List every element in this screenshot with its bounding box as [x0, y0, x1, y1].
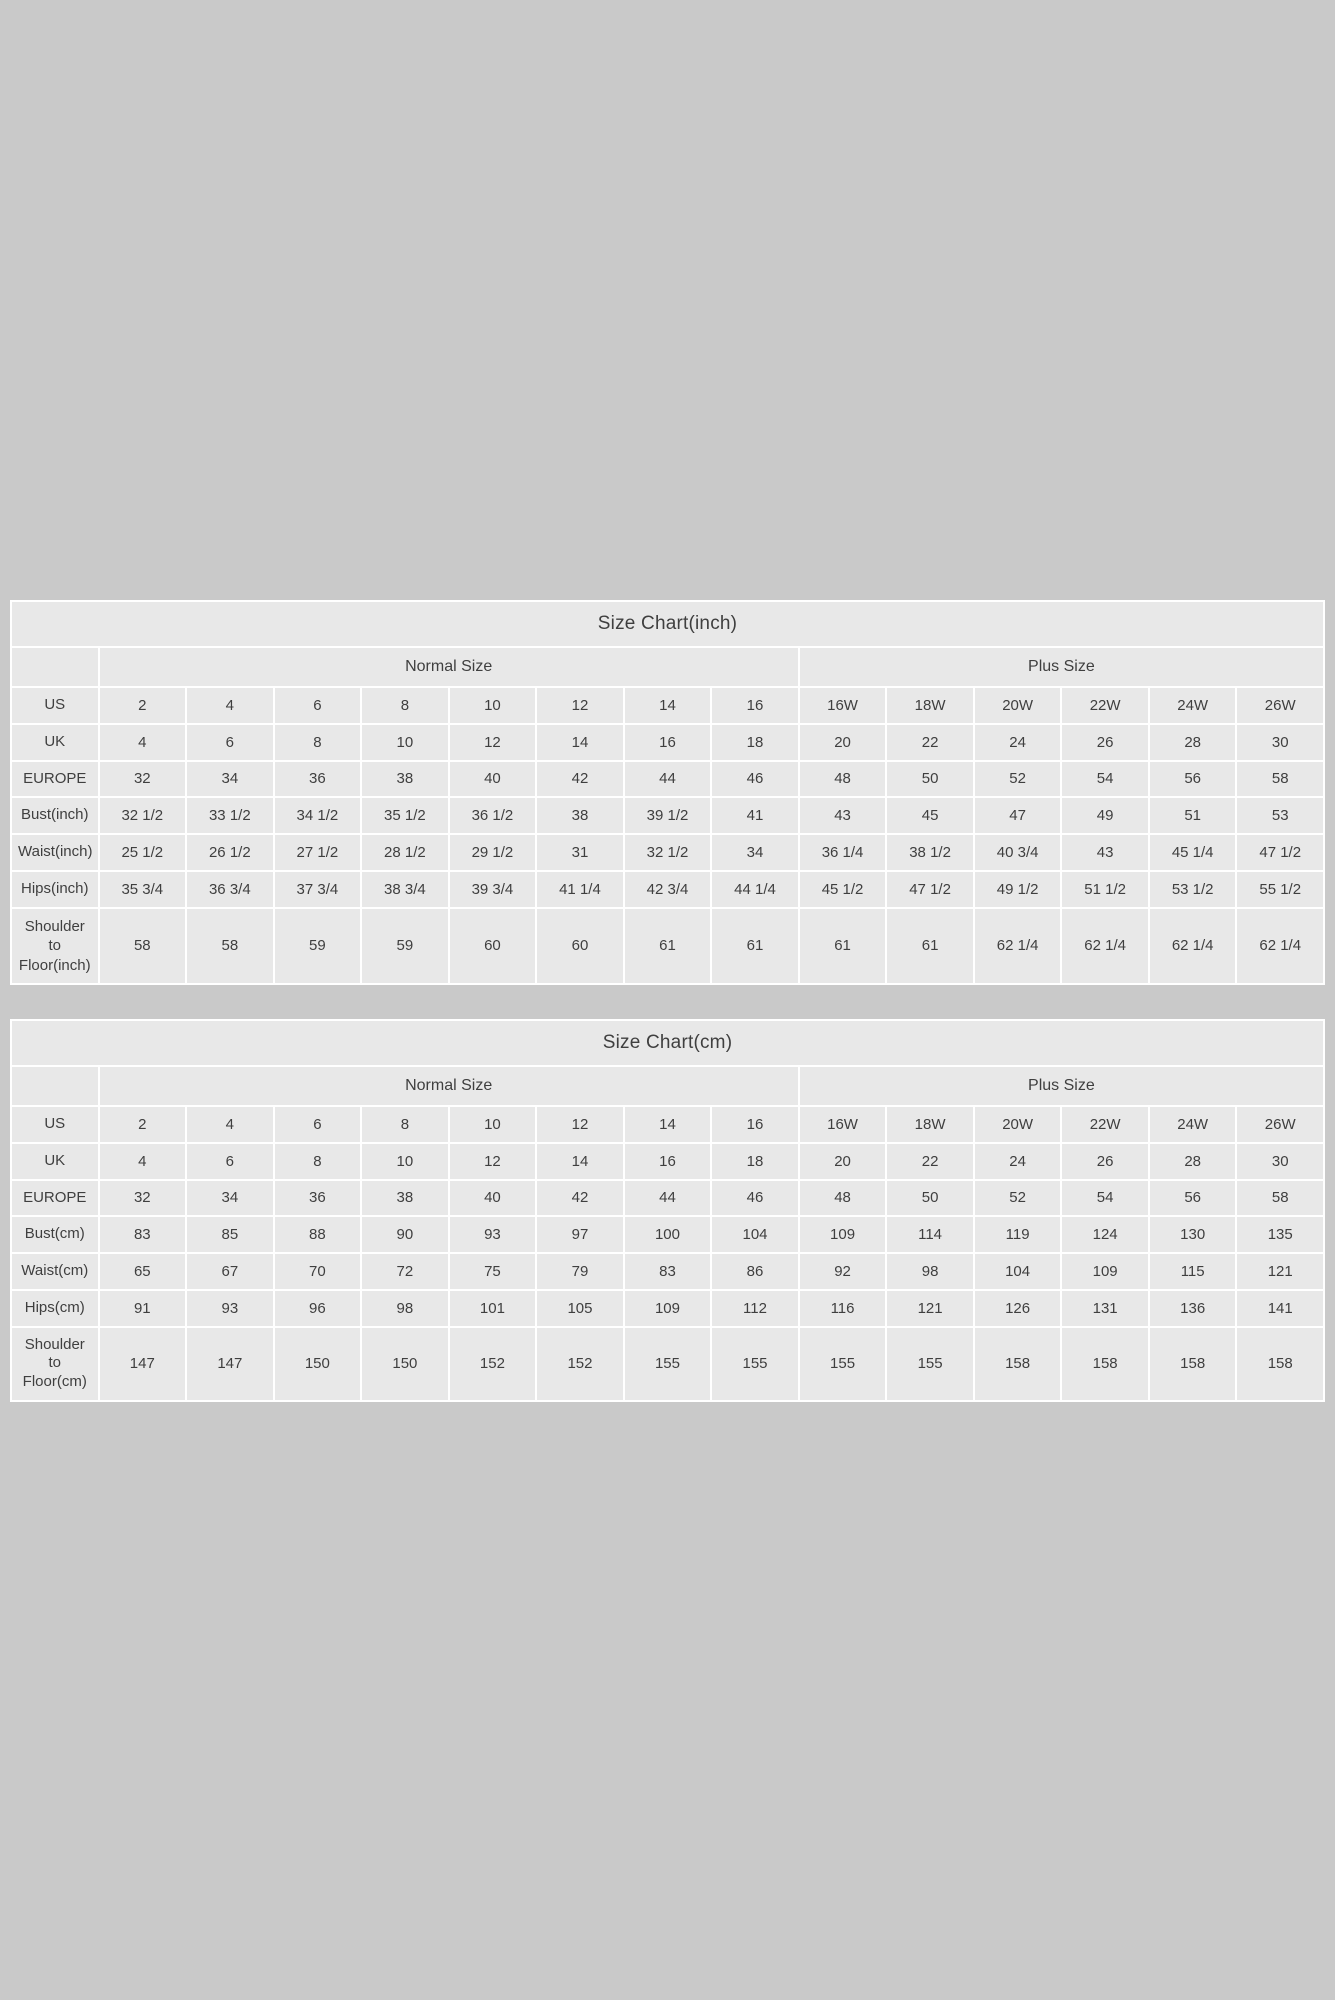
cell: 60 — [536, 908, 624, 985]
cell: 24W — [1149, 1106, 1237, 1143]
cell: 47 — [974, 797, 1062, 834]
cell: 8 — [361, 687, 449, 724]
cell: 49 1/2 — [974, 871, 1062, 908]
cell: 27 1/2 — [274, 834, 362, 871]
cell: 34 — [711, 834, 799, 871]
cell: 8 — [361, 1106, 449, 1143]
cell: 10 — [449, 1106, 537, 1143]
cell: 26 — [1061, 724, 1149, 761]
cell: 67 — [186, 1253, 274, 1290]
cell: 8 — [274, 1143, 362, 1180]
cell: 2 — [99, 687, 187, 724]
cell: 22W — [1061, 687, 1149, 724]
table-row — [11, 871, 1324, 908]
cell: 136 — [1149, 1290, 1237, 1327]
cell: 54 — [1061, 1180, 1149, 1217]
row-label: UK — [11, 1143, 99, 1180]
cell: 141 — [1236, 1290, 1324, 1327]
cell: 39 1/2 — [624, 797, 712, 834]
table-row — [11, 761, 1324, 798]
cell: 58 — [99, 908, 187, 985]
table-row — [11, 834, 1324, 871]
cell: 6 — [274, 687, 362, 724]
cell: 42 — [536, 761, 624, 798]
cell: 150 — [274, 1327, 362, 1401]
table-row — [11, 1216, 1324, 1253]
cell: 36 — [274, 1180, 362, 1217]
cell: 135 — [1236, 1216, 1324, 1253]
size-chart-cm — [10, 1019, 1325, 1402]
group-header-normal: Normal Size — [99, 647, 799, 687]
cell: 35 1/2 — [361, 797, 449, 834]
cell: 24 — [974, 724, 1062, 761]
cell: 12 — [449, 1143, 537, 1180]
cell: 91 — [99, 1290, 187, 1327]
size-table-inch-body — [11, 601, 1324, 984]
table-row — [11, 1253, 1324, 1290]
cell: 62 1/4 — [974, 908, 1062, 985]
cell: 155 — [711, 1327, 799, 1401]
table-row — [11, 797, 1324, 834]
cell: 104 — [711, 1216, 799, 1253]
cell: 22 — [886, 724, 974, 761]
cell: 52 — [974, 761, 1062, 798]
cell: 29 1/2 — [449, 834, 537, 871]
cell: 112 — [711, 1290, 799, 1327]
size-table-cm — [10, 1019, 1325, 1402]
corner-cell — [11, 647, 99, 687]
cell: 4 — [99, 1143, 187, 1180]
cell: 16 — [711, 687, 799, 724]
cell: 53 — [1236, 797, 1324, 834]
cell: 36 1/2 — [449, 797, 537, 834]
cell: 46 — [711, 761, 799, 798]
cell: 93 — [186, 1290, 274, 1327]
row-label: Waist(inch) — [11, 834, 99, 871]
row-label: Hips(inch) — [11, 871, 99, 908]
cell: 49 — [1061, 797, 1149, 834]
cell: 16 — [711, 1106, 799, 1143]
cell: 100 — [624, 1216, 712, 1253]
cell: 93 — [449, 1216, 537, 1253]
cell: 43 — [799, 797, 887, 834]
cell: 61 — [886, 908, 974, 985]
cell: 131 — [1061, 1290, 1149, 1327]
cell: 85 — [186, 1216, 274, 1253]
cell: 20 — [799, 1143, 887, 1180]
cell: 48 — [799, 761, 887, 798]
cell: 37 3/4 — [274, 871, 362, 908]
cell: 109 — [624, 1290, 712, 1327]
cell: 20W — [974, 687, 1062, 724]
cell: 116 — [799, 1290, 887, 1327]
cell: 121 — [1236, 1253, 1324, 1290]
row-label: US — [11, 687, 99, 724]
cell: 36 3/4 — [186, 871, 274, 908]
cell: 70 — [274, 1253, 362, 1290]
cell: 62 1/4 — [1236, 908, 1324, 985]
table-row — [11, 687, 1324, 724]
cell: 41 1/4 — [536, 871, 624, 908]
cell: 130 — [1149, 1216, 1237, 1253]
cell: 6 — [274, 1106, 362, 1143]
cell: 38 1/2 — [886, 834, 974, 871]
row-label: UK — [11, 724, 99, 761]
table-row — [11, 1143, 1324, 1180]
cell: 115 — [1149, 1253, 1237, 1290]
cell: 46 — [711, 1180, 799, 1217]
row-label: EUROPE — [11, 761, 99, 798]
cell: 10 — [449, 687, 537, 724]
cell: 31 — [536, 834, 624, 871]
cell: 158 — [1061, 1327, 1149, 1401]
cell: 155 — [624, 1327, 712, 1401]
row-label: Bust(cm) — [11, 1216, 99, 1253]
cell: 26W — [1236, 1106, 1324, 1143]
cell: 98 — [886, 1253, 974, 1290]
cell: 59 — [361, 908, 449, 985]
cell: 34 — [186, 761, 274, 798]
cell: 61 — [799, 908, 887, 985]
cell: 18 — [711, 1143, 799, 1180]
cell: 158 — [974, 1327, 1062, 1401]
cell: 10 — [361, 1143, 449, 1180]
cell: 48 — [799, 1180, 887, 1217]
corner-cell — [11, 1066, 99, 1106]
cell: 6 — [186, 1143, 274, 1180]
cell: 59 — [274, 908, 362, 985]
cell: 105 — [536, 1290, 624, 1327]
cell: 44 1/4 — [711, 871, 799, 908]
cell: 24W — [1149, 687, 1237, 724]
cell: 36 — [274, 761, 362, 798]
table-row — [11, 1290, 1324, 1327]
cell: 6 — [186, 724, 274, 761]
cell: 26W — [1236, 687, 1324, 724]
cell: 18W — [886, 687, 974, 724]
cell: 22W — [1061, 1106, 1149, 1143]
cell: 119 — [974, 1216, 1062, 1253]
size-table-inch — [10, 600, 1325, 985]
cell: 16W — [799, 687, 887, 724]
cell: 60 — [449, 908, 537, 985]
cell: 114 — [886, 1216, 974, 1253]
cell: 25 1/2 — [99, 834, 187, 871]
cell: 61 — [711, 908, 799, 985]
cell: 147 — [99, 1327, 187, 1401]
cell: 45 — [886, 797, 974, 834]
cell: 38 — [361, 761, 449, 798]
cell: 4 — [99, 724, 187, 761]
cell: 51 — [1149, 797, 1237, 834]
group-header-normal: Normal Size — [99, 1066, 799, 1106]
table-row — [11, 1106, 1324, 1143]
cell: 2 — [99, 1106, 187, 1143]
cell: 101 — [449, 1290, 537, 1327]
cell: 20 — [799, 724, 887, 761]
row-label: Hips(cm) — [11, 1290, 99, 1327]
cell: 18 — [711, 724, 799, 761]
cell: 45 1/2 — [799, 871, 887, 908]
cell: 65 — [99, 1253, 187, 1290]
cell: 56 — [1149, 761, 1237, 798]
cell: 155 — [799, 1327, 887, 1401]
table-row — [11, 1327, 1324, 1401]
row-label: Waist(cm) — [11, 1253, 99, 1290]
cell: 12 — [536, 1106, 624, 1143]
cell: 40 3/4 — [974, 834, 1062, 871]
cell: 14 — [624, 687, 712, 724]
cell: 56 — [1149, 1180, 1237, 1217]
row-label: EUROPE — [11, 1180, 99, 1217]
row-label: Bust(inch) — [11, 797, 99, 834]
cell: 86 — [711, 1253, 799, 1290]
cell: 53 1/2 — [1149, 871, 1237, 908]
cell: 109 — [1061, 1253, 1149, 1290]
cell: 158 — [1236, 1327, 1324, 1401]
group-header-row — [11, 1066, 1324, 1106]
cell: 22 — [886, 1143, 974, 1180]
cell: 147 — [186, 1327, 274, 1401]
cell: 54 — [1061, 761, 1149, 798]
cell: 47 1/2 — [886, 871, 974, 908]
cell: 12 — [449, 724, 537, 761]
row-label: US — [11, 1106, 99, 1143]
cell: 47 1/2 — [1236, 834, 1324, 871]
cell: 83 — [99, 1216, 187, 1253]
cell: 18W — [886, 1106, 974, 1143]
cell: 34 — [186, 1180, 274, 1217]
group-header-row — [11, 647, 1324, 687]
cell: 14 — [624, 1106, 712, 1143]
cell: 124 — [1061, 1216, 1149, 1253]
cell: 158 — [1149, 1327, 1237, 1401]
cell: 33 1/2 — [186, 797, 274, 834]
cell: 40 — [449, 1180, 537, 1217]
cell: 40 — [449, 761, 537, 798]
cell: 32 1/2 — [99, 797, 187, 834]
cell: 44 — [624, 761, 712, 798]
cell: 55 1/2 — [1236, 871, 1324, 908]
cell: 26 — [1061, 1143, 1149, 1180]
chart-title: Size Chart(cm) — [11, 1020, 1324, 1066]
cell: 58 — [1236, 1180, 1324, 1217]
cell: 79 — [536, 1253, 624, 1290]
cell: 4 — [186, 687, 274, 724]
cell: 104 — [974, 1253, 1062, 1290]
cell: 28 — [1149, 724, 1237, 761]
row-label: Shoulder to Floor(inch) — [11, 908, 99, 985]
cell: 24 — [974, 1143, 1062, 1180]
cell: 26 1/2 — [186, 834, 274, 871]
group-header-plus: Plus Size — [799, 647, 1324, 687]
cell: 45 1/4 — [1149, 834, 1237, 871]
cell: 72 — [361, 1253, 449, 1290]
cell: 32 1/2 — [624, 834, 712, 871]
cell: 150 — [361, 1327, 449, 1401]
cell: 38 — [536, 797, 624, 834]
chart-title: Size Chart(inch) — [11, 601, 1324, 647]
cell: 152 — [536, 1327, 624, 1401]
table-row — [11, 724, 1324, 761]
cell: 50 — [886, 761, 974, 798]
cell: 96 — [274, 1290, 362, 1327]
cell: 20W — [974, 1106, 1062, 1143]
cell: 14 — [536, 724, 624, 761]
cell: 34 1/2 — [274, 797, 362, 834]
cell: 62 1/4 — [1149, 908, 1237, 985]
cell: 36 1/4 — [799, 834, 887, 871]
cell: 52 — [974, 1180, 1062, 1217]
cell: 98 — [361, 1290, 449, 1327]
size-table-cm-body — [11, 1020, 1324, 1401]
cell: 30 — [1236, 1143, 1324, 1180]
cell: 58 — [186, 908, 274, 985]
cell: 14 — [536, 1143, 624, 1180]
cell: 16 — [624, 724, 712, 761]
cell: 30 — [1236, 724, 1324, 761]
size-chart-inch — [10, 600, 1325, 985]
title-row — [11, 601, 1324, 647]
cell: 90 — [361, 1216, 449, 1253]
cell: 83 — [624, 1253, 712, 1290]
table-row — [11, 1180, 1324, 1217]
cell: 16 — [624, 1143, 712, 1180]
cell: 155 — [886, 1327, 974, 1401]
cell: 16W — [799, 1106, 887, 1143]
cell: 126 — [974, 1290, 1062, 1327]
cell: 28 — [1149, 1143, 1237, 1180]
cell: 51 1/2 — [1061, 871, 1149, 908]
cell: 42 3/4 — [624, 871, 712, 908]
title-row — [11, 1020, 1324, 1066]
cell: 42 — [536, 1180, 624, 1217]
cell: 88 — [274, 1216, 362, 1253]
cell: 44 — [624, 1180, 712, 1217]
cell: 62 1/4 — [1061, 908, 1149, 985]
row-label: Shoulder to Floor(cm) — [11, 1327, 99, 1401]
cell: 58 — [1236, 761, 1324, 798]
cell: 32 — [99, 1180, 187, 1217]
cell: 50 — [886, 1180, 974, 1217]
cell: 10 — [361, 724, 449, 761]
cell: 92 — [799, 1253, 887, 1290]
table-row — [11, 908, 1324, 985]
cell: 12 — [536, 687, 624, 724]
cell: 4 — [186, 1106, 274, 1143]
cell: 41 — [711, 797, 799, 834]
cell: 32 — [99, 761, 187, 798]
cell: 121 — [886, 1290, 974, 1327]
cell: 28 1/2 — [361, 834, 449, 871]
cell: 43 — [1061, 834, 1149, 871]
group-header-plus: Plus Size — [799, 1066, 1324, 1106]
cell: 39 3/4 — [449, 871, 537, 908]
cell: 109 — [799, 1216, 887, 1253]
cell: 97 — [536, 1216, 624, 1253]
cell: 8 — [274, 724, 362, 761]
cell: 38 — [361, 1180, 449, 1217]
cell: 35 3/4 — [99, 871, 187, 908]
cell: 75 — [449, 1253, 537, 1290]
cell: 61 — [624, 908, 712, 985]
cell: 38 3/4 — [361, 871, 449, 908]
cell: 152 — [449, 1327, 537, 1401]
